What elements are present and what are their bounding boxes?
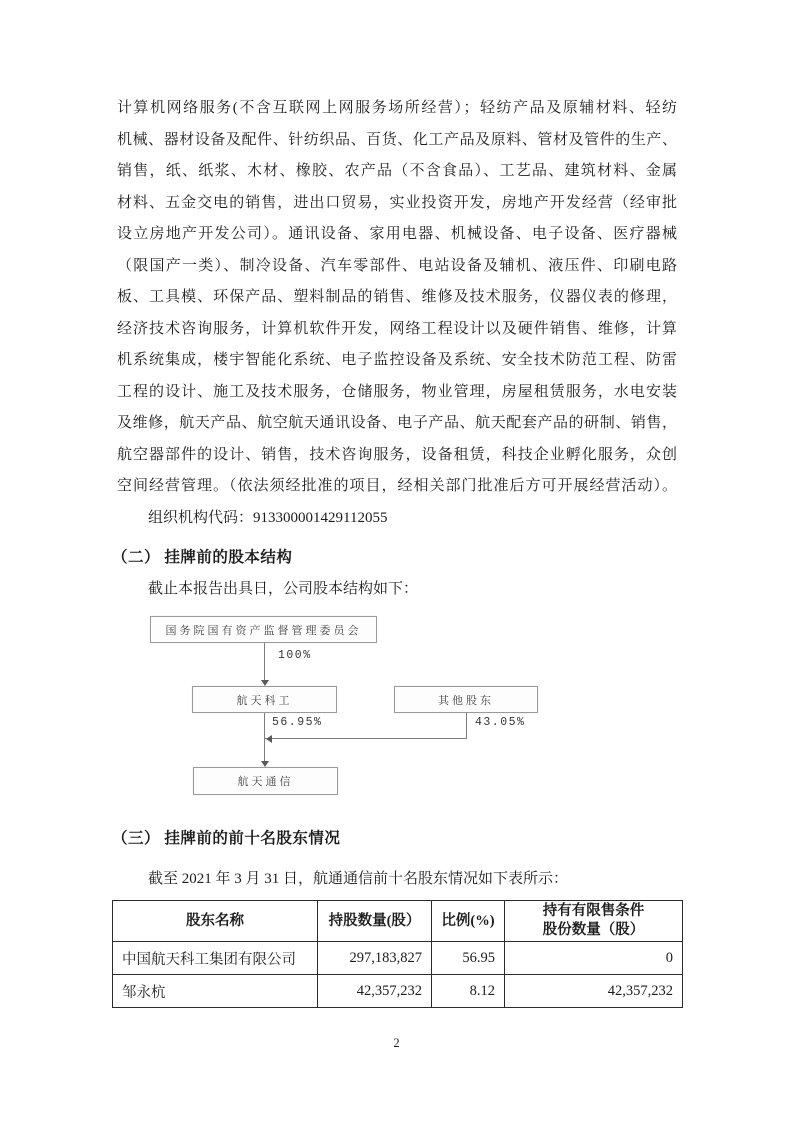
- connector-line: [264, 643, 265, 681]
- paragraph-line: （限国产一类）、制冷设备、汽车零部件、电站设备及辅机、液压件、印刷电路: [117, 257, 677, 274]
- paragraph-line: 计算机网络服务(不含互联网上网服务场所经营）；轻纺产品及原辅材料、轻纺: [117, 100, 677, 116]
- header-shareholder-name: 股东名称: [113, 901, 318, 942]
- cell-restricted-shares: 42,357,232: [505, 975, 683, 1008]
- arrow-down-icon: [261, 761, 269, 767]
- connector-line: [264, 738, 265, 762]
- paragraph-line: 设立房地产开发公司）。通讯设备、家用电器、机械设备、电子设备、医疗器械: [117, 226, 677, 242]
- connector-line: [265, 738, 466, 739]
- diagram-node-casic: 航天科工: [192, 686, 337, 713]
- diagram-node-other-shareholders: 其他股东: [394, 686, 538, 713]
- header-restricted-shares: [505, 901, 683, 942]
- cell-shares-held: 42,357,232: [318, 975, 432, 1008]
- paragraph-line: 经济技术咨询服务，计算机软件开发，网络工程设计以及硬件销售、维修，计算: [117, 320, 677, 337]
- paragraph-line: 板、工具模、环保产品、塑料制品的销售、维修及技术服务，仪器仪表的修理，: [117, 289, 677, 305]
- ownership-percent-label: 100%: [278, 649, 312, 662]
- table-row: [113, 975, 683, 1008]
- section-heading-2: （二） 挂牌前的股本结构: [112, 549, 293, 566]
- ownership-percent-label: 43.05%: [475, 716, 526, 729]
- equity-structure-diagram: [117, 611, 677, 801]
- header-restricted-line2: 股份数量（股）: [542, 922, 645, 938]
- paragraph-line: 工程的设计、施工及技术服务，仓储服务，物业管理，房屋租赁服务，水电安装: [117, 383, 677, 400]
- connector-line: [466, 713, 467, 739]
- paragraph-line: 销售，纸、纸浆、木材、橡胶、农产品（不含食品）、工艺品、建筑材料、金属: [117, 163, 677, 179]
- section-2-intro: 截止本报告出具日，公司股本结构如下：: [148, 580, 419, 597]
- page-number: 2: [393, 1036, 400, 1050]
- arrow-left-icon: [266, 735, 272, 743]
- org-code-line: 组织机构代码：913300001429112055: [148, 509, 388, 526]
- cell-ratio: 8.12: [432, 975, 505, 1008]
- diagram-node-sasac: 国务院国有资产监督管理委员会: [150, 616, 377, 643]
- page-content: [112, 93, 677, 1008]
- paragraph-line: 机系统集成，楼宇智能化系统、电子监控设备及系统、安全技术防范工程、防雷: [117, 352, 677, 368]
- header-ratio: 比例(%): [432, 901, 505, 942]
- ownership-percent-label: 56.95%: [272, 716, 323, 729]
- table-row: [113, 942, 683, 975]
- cell-restricted-shares: 0: [505, 942, 683, 975]
- paragraph-line: 及维修，航天产品、航空航天通讯设备、电子产品、航天配套产品的研制、销售，: [117, 415, 677, 431]
- connector-line: [264, 713, 265, 738]
- arrow-down-icon: [261, 680, 269, 686]
- header-shares-held: 持股数量(股）: [318, 901, 432, 942]
- business-scope-paragraph: [117, 93, 677, 503]
- shareholders-table: [112, 900, 683, 1008]
- cell-shares-held: 297,183,827: [318, 942, 432, 975]
- section-heading-3: （三） 挂牌前的前十名股东情况: [112, 830, 341, 847]
- cell-ratio: 56.95: [432, 942, 505, 975]
- paragraph-line: 航空器部件的设计、销售，技术咨询服务，设备租赁，科技企业孵化服务，众创: [117, 446, 677, 463]
- header-restricted-line1: 持有有限售条件: [542, 903, 645, 919]
- paragraph-line: 空间经营管理。（依法须经批准的项目，经相关部门批准后方可开展经营活动）。: [117, 478, 677, 494]
- paragraph-line: 机械、器材设备及配件、针纺织品、百货、化工产品及原料、管材及管件的生产、: [117, 131, 677, 148]
- cell-shareholder-name: 中国航天科工集团有限公司: [113, 942, 318, 975]
- paragraph-line: 材料、五金交电的销售，进出口贸易，实业投资开发，房地产开发经营（经审批: [117, 194, 677, 211]
- diagram-node-aerospace-communications: 航天通信: [193, 767, 338, 795]
- table-header-row: [113, 901, 683, 942]
- cell-shareholder-name: 邹永杭: [113, 975, 318, 1008]
- section-3-intro: 截至 2021 年 3 月 31 日，航通通信前十名股东情况如下表所示：: [148, 870, 569, 887]
